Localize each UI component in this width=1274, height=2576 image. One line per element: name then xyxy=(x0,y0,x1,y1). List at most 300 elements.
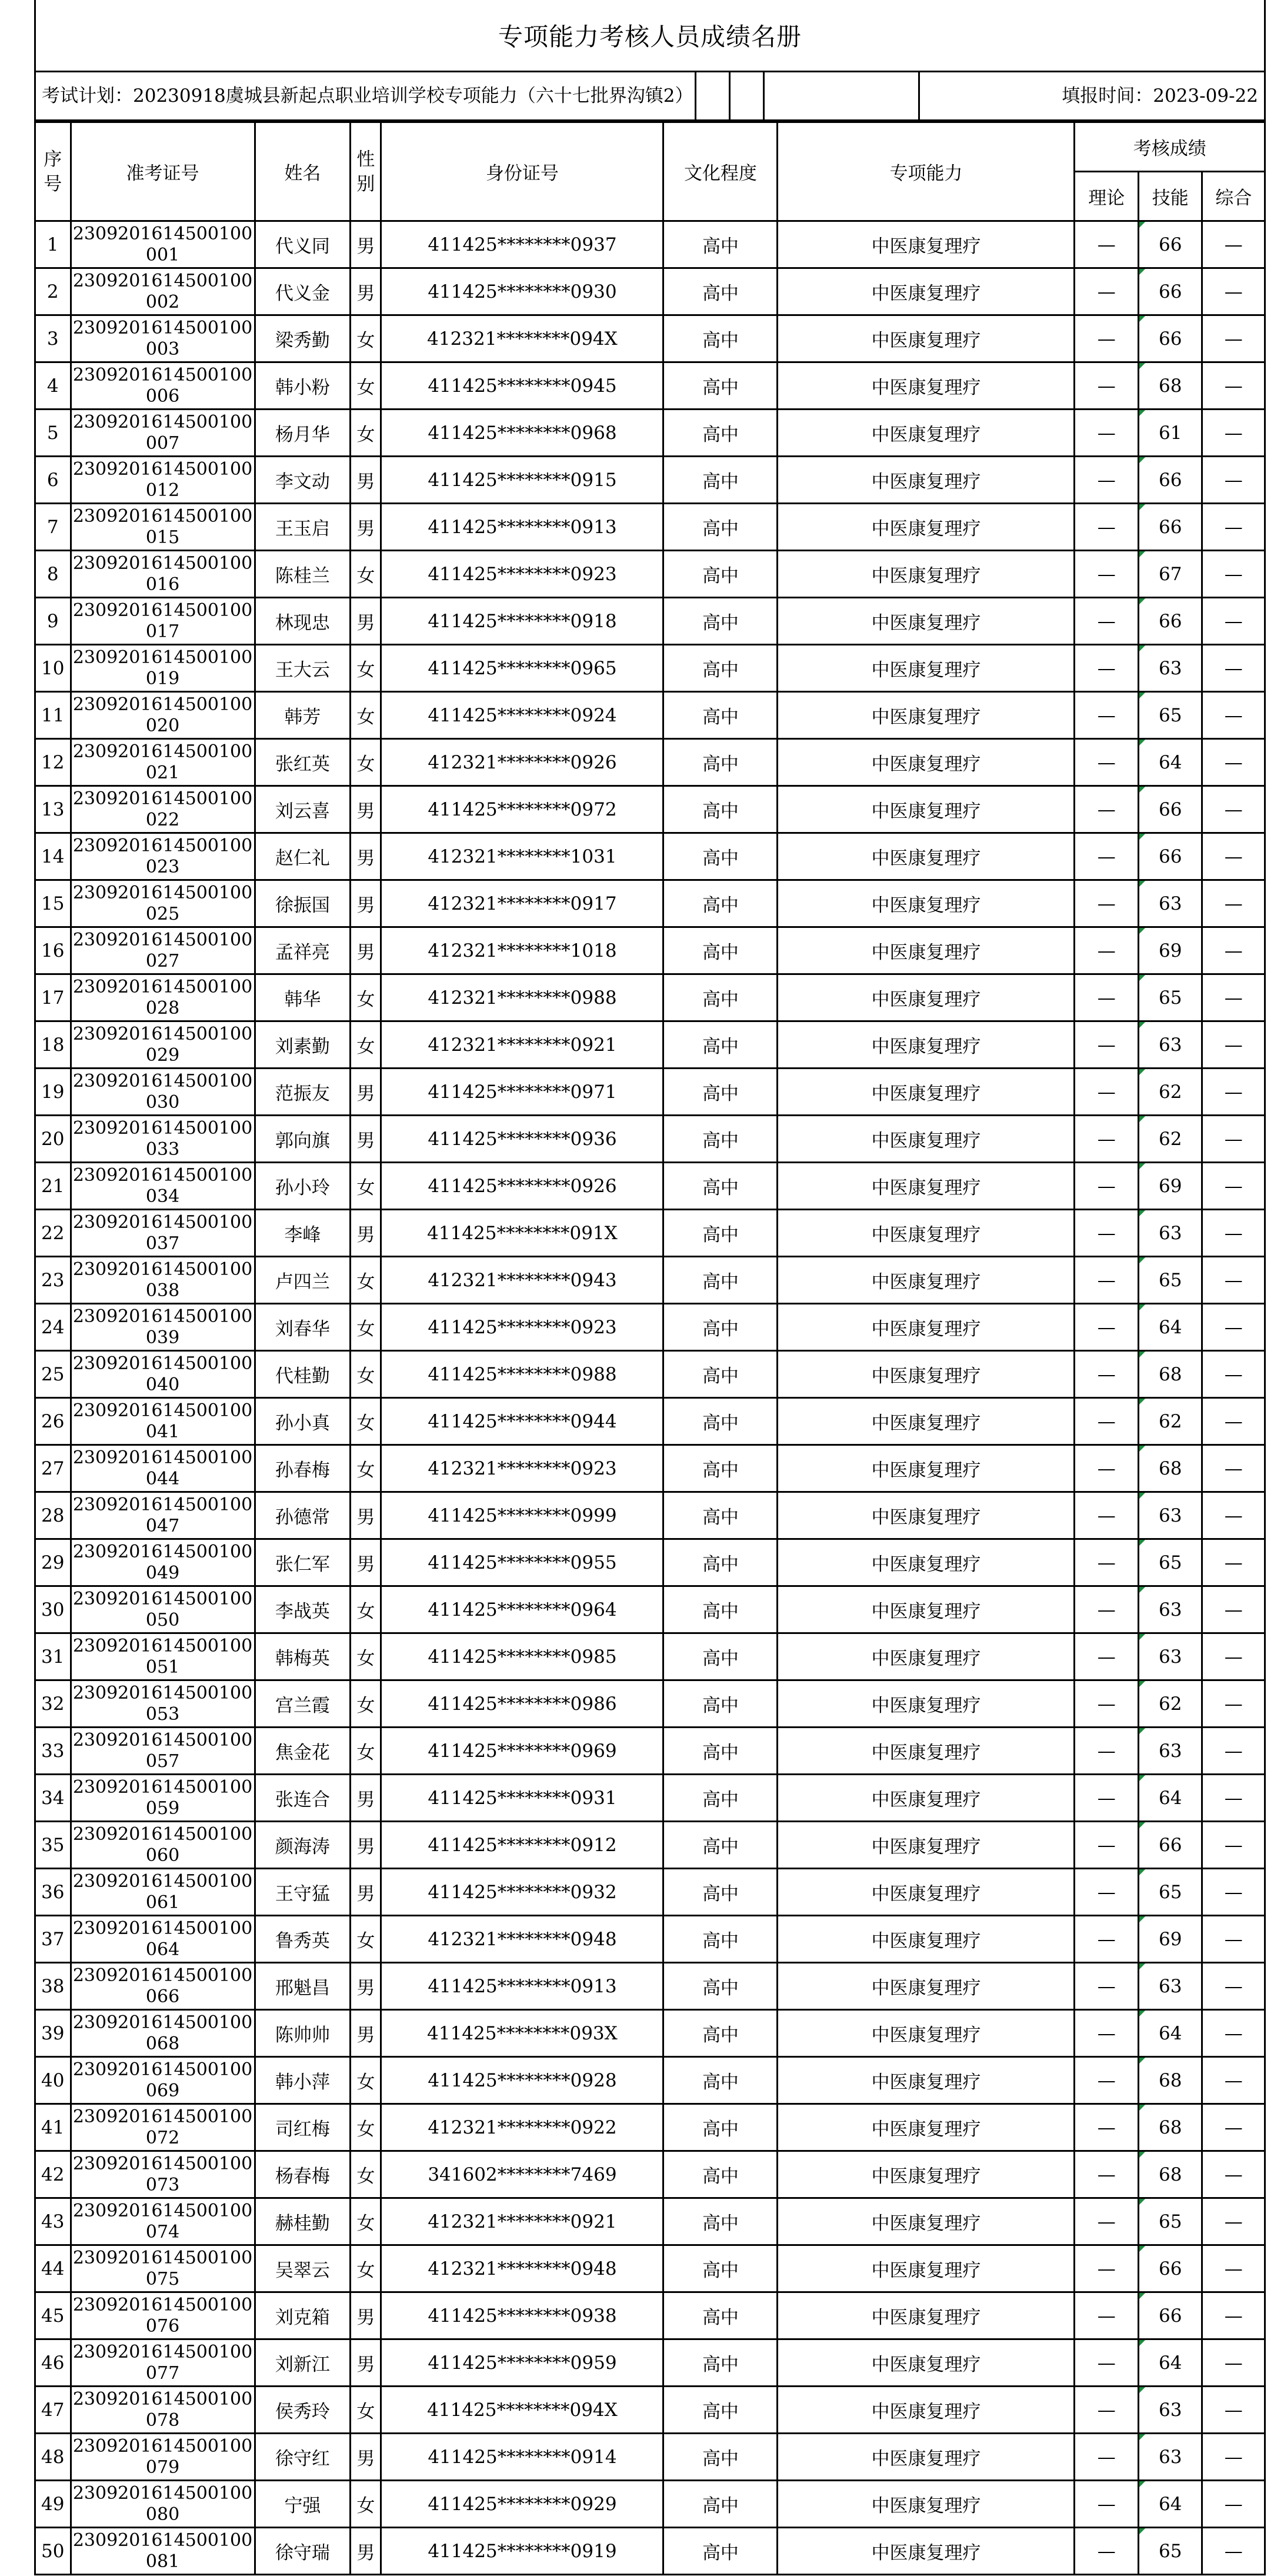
cell-overall-score: — xyxy=(1202,1492,1265,1539)
cell-id-number: 412321********0921 xyxy=(381,2198,663,2245)
cell-skill-score: 68 xyxy=(1138,1351,1202,1398)
cell-skill-score: 65 xyxy=(1138,1869,1202,1916)
cell-ticket: 2309201614500100023 xyxy=(71,833,255,880)
cell-seq: 24 xyxy=(35,1304,71,1351)
cell-ability: 中医康复理疗 xyxy=(778,1728,1075,1775)
title-row xyxy=(34,0,1266,72)
cell-theory-score: — xyxy=(1075,1492,1139,1539)
cell-theory-score: — xyxy=(1075,1822,1139,1869)
cell-ability: 中医康复理疗 xyxy=(778,2481,1075,2528)
cell-skill-score: 63 xyxy=(1138,1492,1202,1539)
cell-ticket: 2309201614500100006 xyxy=(71,362,255,410)
cell-ticket: 2309201614500100037 xyxy=(71,1210,255,1257)
cell-name: 代义同 xyxy=(255,221,351,268)
cell-seq: 30 xyxy=(35,1586,71,1633)
cell-name: 杨春梅 xyxy=(255,2151,351,2198)
cell-ticket: 2309201614500100079 xyxy=(71,2434,255,2481)
cell-gender: 男 xyxy=(351,2528,381,2575)
cell-ability: 中医康复理疗 xyxy=(778,362,1075,410)
header-overall: 综合 xyxy=(1202,172,1265,221)
cell-overall-score: — xyxy=(1202,1210,1265,1257)
cell-education: 高中 xyxy=(663,1116,778,1163)
cell-overall-score: — xyxy=(1202,1728,1265,1775)
cell-theory-score: — xyxy=(1075,2057,1139,2104)
cell-ticket: 2309201614500100038 xyxy=(71,1257,255,1304)
table-row xyxy=(35,1539,1265,1586)
score-table xyxy=(34,121,1266,2575)
cell-education: 高中 xyxy=(663,1775,778,1822)
cell-skill-score: 66 xyxy=(1138,598,1202,645)
cell-theory-score: — xyxy=(1075,833,1139,880)
cell-theory-score: — xyxy=(1075,2198,1139,2245)
cell-gender: 女 xyxy=(351,2481,381,2528)
table-row xyxy=(35,2198,1265,2245)
cell-education: 高中 xyxy=(663,1633,778,1680)
cell-education: 高中 xyxy=(663,833,778,880)
cell-name: 韩小粉 xyxy=(255,362,351,410)
cell-name: 徐守红 xyxy=(255,2434,351,2481)
cell-name: 孟祥亮 xyxy=(255,927,351,974)
cell-gender: 男 xyxy=(351,1822,381,1869)
cell-overall-score: — xyxy=(1202,645,1265,692)
cell-skill-score: 66 xyxy=(1138,268,1202,315)
cell-skill-score: 66 xyxy=(1138,457,1202,504)
cell-ticket: 2309201614500100072 xyxy=(71,2104,255,2151)
cell-ticket: 2309201614500100047 xyxy=(71,1492,255,1539)
table-body xyxy=(35,221,1265,2575)
cell-theory-score: — xyxy=(1075,2104,1139,2151)
cell-id-number: 411425********0924 xyxy=(381,692,663,739)
cell-seq: 4 xyxy=(35,362,71,410)
cell-gender: 女 xyxy=(351,1633,381,1680)
cell-name: 陈桂兰 xyxy=(255,551,351,598)
cell-ability: 中医康复理疗 xyxy=(778,504,1075,551)
cell-seq: 14 xyxy=(35,833,71,880)
table-row xyxy=(35,1822,1265,1869)
roster-sheet xyxy=(34,0,1266,2575)
cell-id-number: 411425********0913 xyxy=(381,1963,663,2010)
cell-id-number: 411425********0938 xyxy=(381,2292,663,2339)
divider xyxy=(729,72,731,119)
cell-name: 梁秀勤 xyxy=(255,315,351,362)
cell-theory-score: — xyxy=(1075,1916,1139,1963)
cell-skill-score: 64 xyxy=(1138,1304,1202,1351)
cell-overall-score: — xyxy=(1202,927,1265,974)
table-row xyxy=(35,739,1265,786)
cell-ability: 中医康复理疗 xyxy=(778,598,1075,645)
cell-overall-score: — xyxy=(1202,598,1265,645)
cell-theory-score: — xyxy=(1075,692,1139,739)
cell-name: 韩梅英 xyxy=(255,1633,351,1680)
cell-gender: 女 xyxy=(351,1586,381,1633)
cell-overall-score: — xyxy=(1202,692,1265,739)
cell-ticket: 2309201614500100021 xyxy=(71,739,255,786)
cell-gender: 男 xyxy=(351,1869,381,1916)
cell-skill-score: 65 xyxy=(1138,974,1202,1021)
cell-education: 高中 xyxy=(663,1445,778,1492)
table-row xyxy=(35,1021,1265,1069)
cell-ticket: 2309201614500100029 xyxy=(71,1021,255,1069)
header-id: 身份证号 xyxy=(381,122,663,221)
table-row xyxy=(35,1351,1265,1398)
cell-ticket: 2309201614500100081 xyxy=(71,2528,255,2575)
cell-education: 高中 xyxy=(663,1916,778,1963)
table-row xyxy=(35,551,1265,598)
cell-seq: 31 xyxy=(35,1633,71,1680)
cell-seq: 41 xyxy=(35,2104,71,2151)
cell-name: 司红梅 xyxy=(255,2104,351,2151)
cell-id-number: 411425********093X xyxy=(381,2010,663,2057)
cell-gender: 女 xyxy=(351,2387,381,2434)
cell-theory-score: — xyxy=(1075,598,1139,645)
cell-theory-score: — xyxy=(1075,1586,1139,1633)
cell-ticket: 2309201614500100064 xyxy=(71,1916,255,1963)
cell-seq: 26 xyxy=(35,1398,71,1445)
cell-ticket: 2309201614500100001 xyxy=(71,221,255,268)
cell-overall-score: — xyxy=(1202,1916,1265,1963)
header-scores: 考核成绩 xyxy=(1075,122,1265,172)
cell-overall-score: — xyxy=(1202,880,1265,927)
table-row xyxy=(35,2339,1265,2387)
table-row xyxy=(35,221,1265,268)
cell-theory-score: — xyxy=(1075,1680,1139,1728)
table-row xyxy=(35,1869,1265,1916)
cell-education: 高中 xyxy=(663,1822,778,1869)
cell-seq: 36 xyxy=(35,1869,71,1916)
cell-ability: 中医康复理疗 xyxy=(778,1163,1075,1210)
cell-id-number: 412321********0923 xyxy=(381,1445,663,1492)
cell-theory-score: — xyxy=(1075,2010,1139,2057)
cell-seq: 10 xyxy=(35,645,71,692)
cell-education: 高中 xyxy=(663,2292,778,2339)
cell-name: 邢魁昌 xyxy=(255,1963,351,2010)
cell-id-number: 412321********0922 xyxy=(381,2104,663,2151)
cell-overall-score: — xyxy=(1202,833,1265,880)
cell-overall-score: — xyxy=(1202,1869,1265,1916)
cell-theory-score: — xyxy=(1075,974,1139,1021)
cell-ticket: 2309201614500100007 xyxy=(71,410,255,457)
table-row xyxy=(35,2010,1265,2057)
cell-skill-score: 64 xyxy=(1138,2339,1202,2387)
cell-gender: 男 xyxy=(351,221,381,268)
cell-theory-score: — xyxy=(1075,1351,1139,1398)
cell-theory-score: — xyxy=(1075,2245,1139,2292)
cell-seq: 32 xyxy=(35,1680,71,1728)
cell-education: 高中 xyxy=(663,2104,778,2151)
cell-theory-score: — xyxy=(1075,1163,1139,1210)
cell-id-number: 411425********0969 xyxy=(381,1728,663,1775)
cell-name: 刘春华 xyxy=(255,1304,351,1351)
cell-id-number: 411425********0965 xyxy=(381,645,663,692)
cell-gender: 女 xyxy=(351,645,381,692)
cell-ability: 中医康复理疗 xyxy=(778,315,1075,362)
cell-gender: 男 xyxy=(351,504,381,551)
cell-ability: 中医康复理疗 xyxy=(778,2198,1075,2245)
cell-seq: 28 xyxy=(35,1492,71,1539)
cell-seq: 49 xyxy=(35,2481,71,2528)
cell-education: 高中 xyxy=(663,1398,778,1445)
table-row xyxy=(35,1963,1265,2010)
cell-gender: 女 xyxy=(351,1163,381,1210)
cell-ticket: 2309201614500100017 xyxy=(71,598,255,645)
cell-gender: 女 xyxy=(351,1680,381,1728)
cell-ability: 中医康复理疗 xyxy=(778,2010,1075,2057)
cell-ability: 中医康复理疗 xyxy=(778,1304,1075,1351)
cell-name: 林现忠 xyxy=(255,598,351,645)
cell-id-number: 411425********0936 xyxy=(381,1116,663,1163)
cell-seq: 7 xyxy=(35,504,71,551)
cell-id-number: 411425********0986 xyxy=(381,1680,663,1728)
cell-theory-score: — xyxy=(1075,362,1139,410)
cell-ability: 中医康复理疗 xyxy=(778,974,1075,1021)
cell-gender: 男 xyxy=(351,1069,381,1116)
cell-seq: 8 xyxy=(35,551,71,598)
cell-gender: 男 xyxy=(351,457,381,504)
cell-seq: 15 xyxy=(35,880,71,927)
table-row xyxy=(35,2104,1265,2151)
cell-education: 高中 xyxy=(663,2151,778,2198)
cell-ticket: 2309201614500100057 xyxy=(71,1728,255,1775)
cell-gender: 男 xyxy=(351,2339,381,2387)
cell-ability: 中医康复理疗 xyxy=(778,551,1075,598)
cell-name: 韩小萍 xyxy=(255,2057,351,2104)
cell-overall-score: — xyxy=(1202,2434,1265,2481)
cell-overall-score: — xyxy=(1202,1680,1265,1728)
cell-seq: 2 xyxy=(35,268,71,315)
table-row xyxy=(35,1163,1265,1210)
cell-gender: 女 xyxy=(351,739,381,786)
cell-id-number: 411425********0985 xyxy=(381,1633,663,1680)
cell-id-number: 411425********0923 xyxy=(381,551,663,598)
cell-gender: 女 xyxy=(351,1916,381,1963)
cell-gender: 男 xyxy=(351,1492,381,1539)
cell-overall-score: — xyxy=(1202,786,1265,833)
table-row xyxy=(35,927,1265,974)
cell-name: 孙小玲 xyxy=(255,1163,351,1210)
cell-gender: 男 xyxy=(351,2292,381,2339)
cell-theory-score: — xyxy=(1075,1069,1139,1116)
cell-name: 王守猛 xyxy=(255,1869,351,1916)
cell-ability: 中医康复理疗 xyxy=(778,410,1075,457)
cell-theory-score: — xyxy=(1075,927,1139,974)
cell-ability: 中医康复理疗 xyxy=(778,1445,1075,1492)
table-row xyxy=(35,598,1265,645)
cell-overall-score: — xyxy=(1202,2387,1265,2434)
table-row xyxy=(35,1116,1265,1163)
cell-seq: 5 xyxy=(35,410,71,457)
cell-ability: 中医康复理疗 xyxy=(778,1492,1075,1539)
cell-id-number: 411425********0945 xyxy=(381,362,663,410)
cell-seq: 45 xyxy=(35,2292,71,2339)
cell-education: 高中 xyxy=(663,1492,778,1539)
header-name: 姓名 xyxy=(255,122,351,221)
cell-education: 高中 xyxy=(663,221,778,268)
cell-education: 高中 xyxy=(663,927,778,974)
table-row xyxy=(35,2057,1265,2104)
cell-theory-score: — xyxy=(1075,739,1139,786)
cell-education: 高中 xyxy=(663,268,778,315)
cell-theory-score: — xyxy=(1075,880,1139,927)
cell-skill-score: 62 xyxy=(1138,1398,1202,1445)
cell-seq: 11 xyxy=(35,692,71,739)
cell-gender: 男 xyxy=(351,1210,381,1257)
cell-theory-score: — xyxy=(1075,1775,1139,1822)
cell-overall-score: — xyxy=(1202,1304,1265,1351)
info-row xyxy=(34,72,1266,121)
cell-overall-score: — xyxy=(1202,362,1265,410)
cell-ticket: 2309201614500100053 xyxy=(71,1680,255,1728)
cell-ticket: 2309201614500100039 xyxy=(71,1304,255,1351)
cell-education: 高中 xyxy=(663,2339,778,2387)
cell-ticket: 2309201614500100075 xyxy=(71,2245,255,2292)
cell-overall-score: — xyxy=(1202,1633,1265,1680)
cell-education: 高中 xyxy=(663,2387,778,2434)
cell-ability: 中医康复理疗 xyxy=(778,786,1075,833)
cell-id-number: 412321********0948 xyxy=(381,2245,663,2292)
cell-education: 高中 xyxy=(663,1869,778,1916)
cell-theory-score: — xyxy=(1075,1445,1139,1492)
cell-id-number: 412321********1018 xyxy=(381,927,663,974)
cell-ticket: 2309201614500100061 xyxy=(71,1869,255,1916)
cell-seq: 40 xyxy=(35,2057,71,2104)
cell-skill-score: 65 xyxy=(1138,2528,1202,2575)
cell-skill-score: 64 xyxy=(1138,1775,1202,1822)
cell-ticket: 2309201614500100059 xyxy=(71,1775,255,1822)
cell-overall-score: — xyxy=(1202,315,1265,362)
cell-skill-score: 63 xyxy=(1138,1963,1202,2010)
cell-ticket: 2309201614500100030 xyxy=(71,1069,255,1116)
table-row xyxy=(35,268,1265,315)
header-seq: 序号 xyxy=(35,122,71,221)
cell-overall-score: — xyxy=(1202,2292,1265,2339)
cell-seq: 16 xyxy=(35,927,71,974)
cell-theory-score: — xyxy=(1075,315,1139,362)
cell-seq: 19 xyxy=(35,1069,71,1116)
cell-theory-score: — xyxy=(1075,1963,1139,2010)
cell-seq: 42 xyxy=(35,2151,71,2198)
cell-education: 高中 xyxy=(663,1304,778,1351)
cell-gender: 女 xyxy=(351,362,381,410)
table-row xyxy=(35,410,1265,457)
cell-theory-score: — xyxy=(1075,1398,1139,1445)
cell-overall-score: — xyxy=(1202,551,1265,598)
cell-ability: 中医康复理疗 xyxy=(778,1633,1075,1680)
cell-seq: 43 xyxy=(35,2198,71,2245)
header-theory: 理论 xyxy=(1075,172,1139,221)
cell-id-number: 412321********094X xyxy=(381,315,663,362)
cell-skill-score: 65 xyxy=(1138,1257,1202,1304)
cell-theory-score: — xyxy=(1075,786,1139,833)
cell-theory-score: — xyxy=(1075,1633,1139,1680)
cell-skill-score: 63 xyxy=(1138,1586,1202,1633)
cell-education: 高中 xyxy=(663,2010,778,2057)
cell-ticket: 2309201614500100069 xyxy=(71,2057,255,2104)
cell-name: 代桂勤 xyxy=(255,1351,351,1398)
cell-id-number: 411425********0937 xyxy=(381,221,663,268)
cell-name: 刘新江 xyxy=(255,2339,351,2387)
cell-theory-score: — xyxy=(1075,2292,1139,2339)
cell-id-number: 341602********7469 xyxy=(381,2151,663,2198)
cell-education: 高中 xyxy=(663,457,778,504)
cell-skill-score: 66 xyxy=(1138,1822,1202,1869)
cell-name: 焦金花 xyxy=(255,1728,351,1775)
cell-education: 高中 xyxy=(663,1163,778,1210)
cell-theory-score: — xyxy=(1075,504,1139,551)
table-row xyxy=(35,315,1265,362)
cell-gender: 女 xyxy=(351,974,381,1021)
cell-ability: 中医康复理疗 xyxy=(778,833,1075,880)
cell-skill-score: 62 xyxy=(1138,1116,1202,1163)
cell-theory-score: — xyxy=(1075,645,1139,692)
cell-id-number: 411425********0913 xyxy=(381,504,663,551)
cell-skill-score: 66 xyxy=(1138,315,1202,362)
cell-theory-score: — xyxy=(1075,1728,1139,1775)
cell-overall-score: — xyxy=(1202,2151,1265,2198)
cell-theory-score: — xyxy=(1075,2339,1139,2387)
cell-ability: 中医康复理疗 xyxy=(778,1398,1075,1445)
cell-overall-score: — xyxy=(1202,221,1265,268)
table-row xyxy=(35,1398,1265,1445)
header-education: 文化程度 xyxy=(663,122,778,221)
cell-theory-score: — xyxy=(1075,1210,1139,1257)
cell-overall-score: — xyxy=(1202,1822,1265,1869)
cell-seq: 33 xyxy=(35,1728,71,1775)
cell-id-number: 411425********0959 xyxy=(381,2339,663,2387)
cell-ticket: 2309201614500100019 xyxy=(71,645,255,692)
cell-name: 颜海涛 xyxy=(255,1822,351,1869)
table-row xyxy=(35,1775,1265,1822)
cell-id-number: 412321********1031 xyxy=(381,833,663,880)
cell-education: 高中 xyxy=(663,1680,778,1728)
cell-id-number: 411425********0972 xyxy=(381,786,663,833)
cell-ticket: 2309201614500100034 xyxy=(71,1163,255,1210)
cell-ticket: 2309201614500100028 xyxy=(71,974,255,1021)
cell-id-number: 411425********0914 xyxy=(381,2434,663,2481)
cell-education: 高中 xyxy=(663,739,778,786)
cell-overall-score: — xyxy=(1202,1775,1265,1822)
cell-name: 孙春梅 xyxy=(255,1445,351,1492)
cell-overall-score: — xyxy=(1202,1351,1265,1398)
cell-overall-score: — xyxy=(1202,1445,1265,1492)
divider xyxy=(918,72,920,119)
table-row xyxy=(35,2528,1265,2575)
cell-skill-score: 65 xyxy=(1138,2198,1202,2245)
table-row xyxy=(35,880,1265,927)
cell-name: 韩芳 xyxy=(255,692,351,739)
cell-education: 高中 xyxy=(663,2528,778,2575)
table-row xyxy=(35,2292,1265,2339)
table-row xyxy=(35,1492,1265,1539)
cell-skill-score: 68 xyxy=(1138,2104,1202,2151)
cell-gender: 女 xyxy=(351,1728,381,1775)
cell-skill-score: 61 xyxy=(1138,410,1202,457)
cell-gender: 男 xyxy=(351,786,381,833)
cell-ability: 中医康复理疗 xyxy=(778,1351,1075,1398)
cell-education: 高中 xyxy=(663,974,778,1021)
table-row xyxy=(35,2481,1265,2528)
cell-seq: 6 xyxy=(35,457,71,504)
cell-name: 代义金 xyxy=(255,268,351,315)
cell-education: 高中 xyxy=(663,692,778,739)
cell-gender: 女 xyxy=(351,551,381,598)
divider xyxy=(695,72,696,119)
table-row xyxy=(35,504,1265,551)
header-skill: 技能 xyxy=(1138,172,1202,221)
cell-seq: 38 xyxy=(35,1963,71,2010)
cell-ticket: 2309201614500100033 xyxy=(71,1116,255,1163)
cell-education: 高中 xyxy=(663,1728,778,1775)
cell-seq: 22 xyxy=(35,1210,71,1257)
